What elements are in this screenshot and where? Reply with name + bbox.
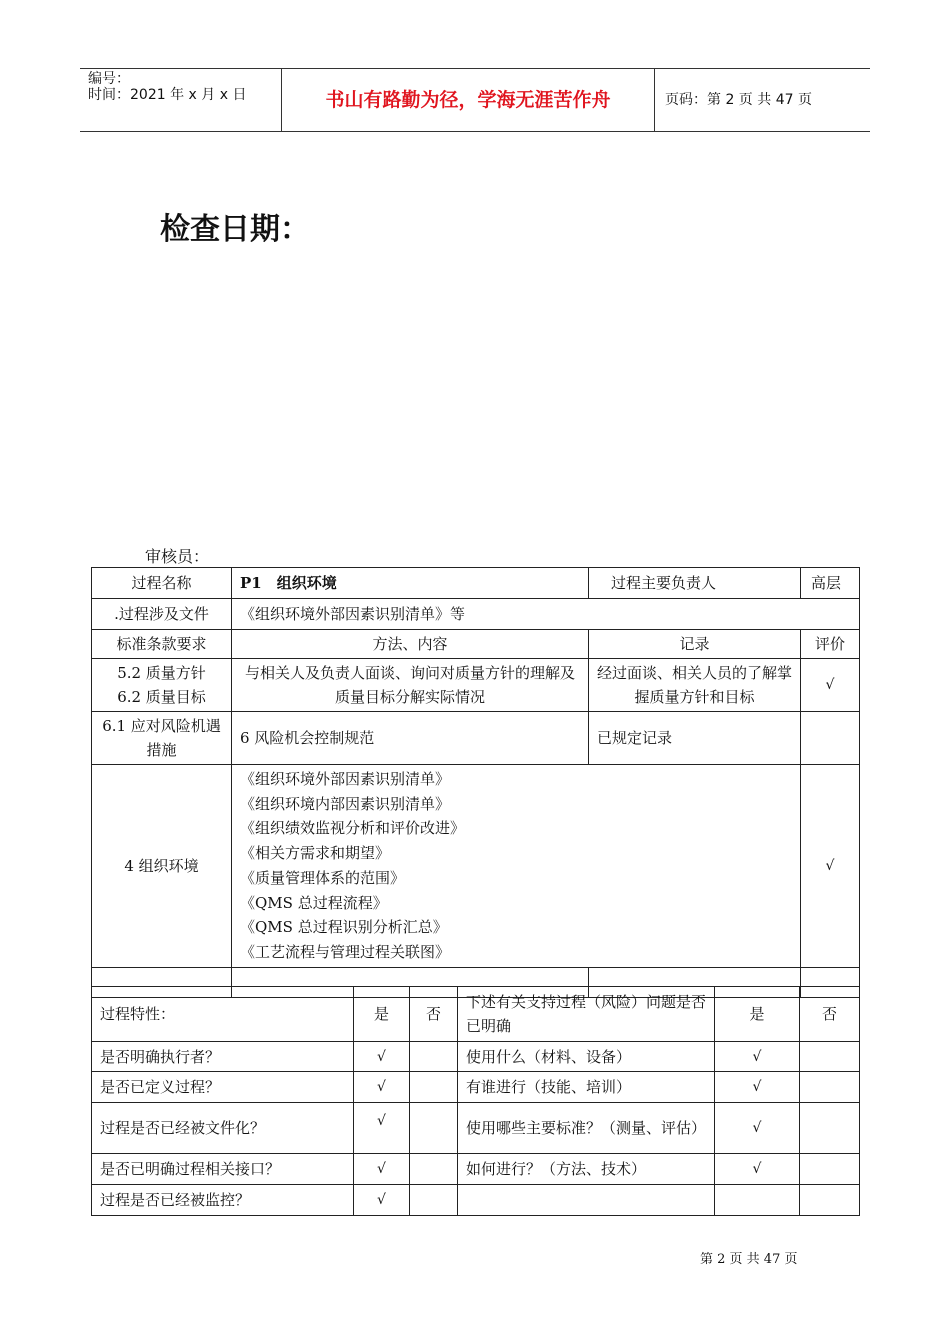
docs-label: .过程涉及文件 bbox=[92, 599, 232, 630]
process-table bbox=[91, 567, 860, 998]
row-yes-check: √ bbox=[354, 1042, 410, 1072]
row-yes-check: √ bbox=[354, 1185, 410, 1216]
row-clause: 6.1 应对风险机遇措施 bbox=[92, 712, 232, 765]
row-question: 过程是否已经被文件化？ bbox=[92, 1103, 354, 1154]
process-name-label: 过程名称 bbox=[92, 568, 232, 599]
row-clause: 4 组织环境 bbox=[92, 765, 232, 968]
auditor-label: 审核员： bbox=[145, 547, 210, 566]
table-row bbox=[92, 1103, 860, 1154]
table-row bbox=[92, 712, 860, 765]
time-label: 时间：2021 年 x 月 x 日 bbox=[88, 87, 247, 103]
table-row bbox=[92, 659, 860, 712]
row-yes-check: √ bbox=[354, 1154, 410, 1185]
row-yes2-check: √ bbox=[715, 1103, 800, 1154]
row-method: 6 风险机会控制规范 bbox=[232, 712, 589, 765]
row-no-check bbox=[410, 1185, 458, 1216]
row-question: 过程是否已经被监控？ bbox=[92, 1185, 354, 1216]
row-support: 有谁进行（技能、培训） bbox=[458, 1072, 715, 1103]
row-no2-check bbox=[800, 1185, 860, 1216]
row-eval-check: √ bbox=[801, 765, 860, 968]
row-method: 与相关人及负责人面谈、询问对质量方针的理解及质量目标分解实际情况 bbox=[232, 659, 589, 712]
row-support bbox=[458, 1185, 715, 1216]
page-footer: 第 2 页 共 47 页 bbox=[700, 1252, 798, 1267]
row-yes-check: √ bbox=[354, 1103, 410, 1154]
page-header bbox=[80, 68, 870, 132]
col-header-method: 方法、内容 bbox=[232, 630, 589, 659]
table-row bbox=[92, 1185, 860, 1216]
row-no-check bbox=[410, 1042, 458, 1072]
header-meta bbox=[88, 69, 283, 133]
characteristics-label: 过程特性： bbox=[92, 987, 354, 1042]
owner-value: 高层 bbox=[801, 568, 860, 599]
row-support: 使用哪些主要标准？（测量、评估） bbox=[458, 1103, 715, 1154]
row-no2-check bbox=[800, 1072, 860, 1103]
row-record: 经过面谈、相关人员的了解掌握质量方针和目标 bbox=[589, 659, 801, 712]
col-header-eval: 评价 bbox=[801, 630, 860, 659]
row-support: 如何进行？（方法、技术） bbox=[458, 1154, 715, 1185]
docs-value: 《组织环境外部因素识别清单》等 bbox=[232, 599, 860, 630]
row-yes-check: √ bbox=[354, 1072, 410, 1103]
row-record: 已规定记录 bbox=[589, 712, 801, 765]
owner-label: 过程主要负责人 bbox=[589, 568, 801, 599]
col-header-yes: 是 bbox=[354, 987, 410, 1042]
row-no-check bbox=[410, 1103, 458, 1154]
table-row bbox=[92, 1042, 860, 1072]
col-header-clause: 标准条款要求 bbox=[92, 630, 232, 659]
row-yes2-check: √ bbox=[715, 1154, 800, 1185]
header-motto: 书山有路勤为径，学海无涯苦作舟 bbox=[325, 89, 611, 111]
row-eval-check bbox=[801, 712, 860, 765]
characteristics-table bbox=[91, 986, 860, 1216]
table-row bbox=[92, 1154, 860, 1185]
table-row bbox=[92, 1072, 860, 1103]
row-method: 《组织环境外部因素识别清单》 《组织环境内部因素识别清单》 《组织绩效监视分析和评价改进》 《相关方需求和期望》 《质量管理体系的范围》 《QMS 总过程流程》 《QMS 总过程识别分析汇总》 《工艺流程与管理过程关联图》 bbox=[232, 765, 801, 968]
process-name-value: P1 组织环境 bbox=[232, 568, 589, 599]
header-divider bbox=[654, 69, 655, 131]
row-no2-check bbox=[800, 1103, 860, 1154]
col-header-record: 记录 bbox=[589, 630, 801, 659]
row-no2-check bbox=[800, 1042, 860, 1072]
row-clause: 5.2 质量方针 6.2 质量目标 bbox=[92, 659, 232, 712]
row-question: 是否已明确过程相关接口？ bbox=[92, 1154, 354, 1185]
row-no-check bbox=[410, 1154, 458, 1185]
support-question-label: 下述有关支持过程（风险）问题是否已明确 bbox=[458, 987, 715, 1042]
col-header-no: 否 bbox=[800, 987, 860, 1042]
row-yes2-check bbox=[715, 1185, 800, 1216]
number-label: 编号： bbox=[88, 71, 130, 87]
row-question: 是否已定义过程？ bbox=[92, 1072, 354, 1103]
row-yes2-check: √ bbox=[715, 1072, 800, 1103]
row-yes2-check: √ bbox=[715, 1042, 800, 1072]
row-support: 使用什么（材料、设备） bbox=[458, 1042, 715, 1072]
col-header-no: 否 bbox=[410, 987, 458, 1042]
row-no2-check bbox=[800, 1154, 860, 1185]
table-row bbox=[92, 765, 860, 968]
row-no-check bbox=[410, 1072, 458, 1103]
col-header-yes: 是 bbox=[715, 987, 800, 1042]
check-date-heading: 检查日期： bbox=[160, 212, 310, 247]
row-question: 是否明确执行者？ bbox=[92, 1042, 354, 1072]
header-page-info: 页码：第 2 页 共 47 页 bbox=[665, 92, 812, 108]
row-eval-check: √ bbox=[801, 659, 860, 712]
